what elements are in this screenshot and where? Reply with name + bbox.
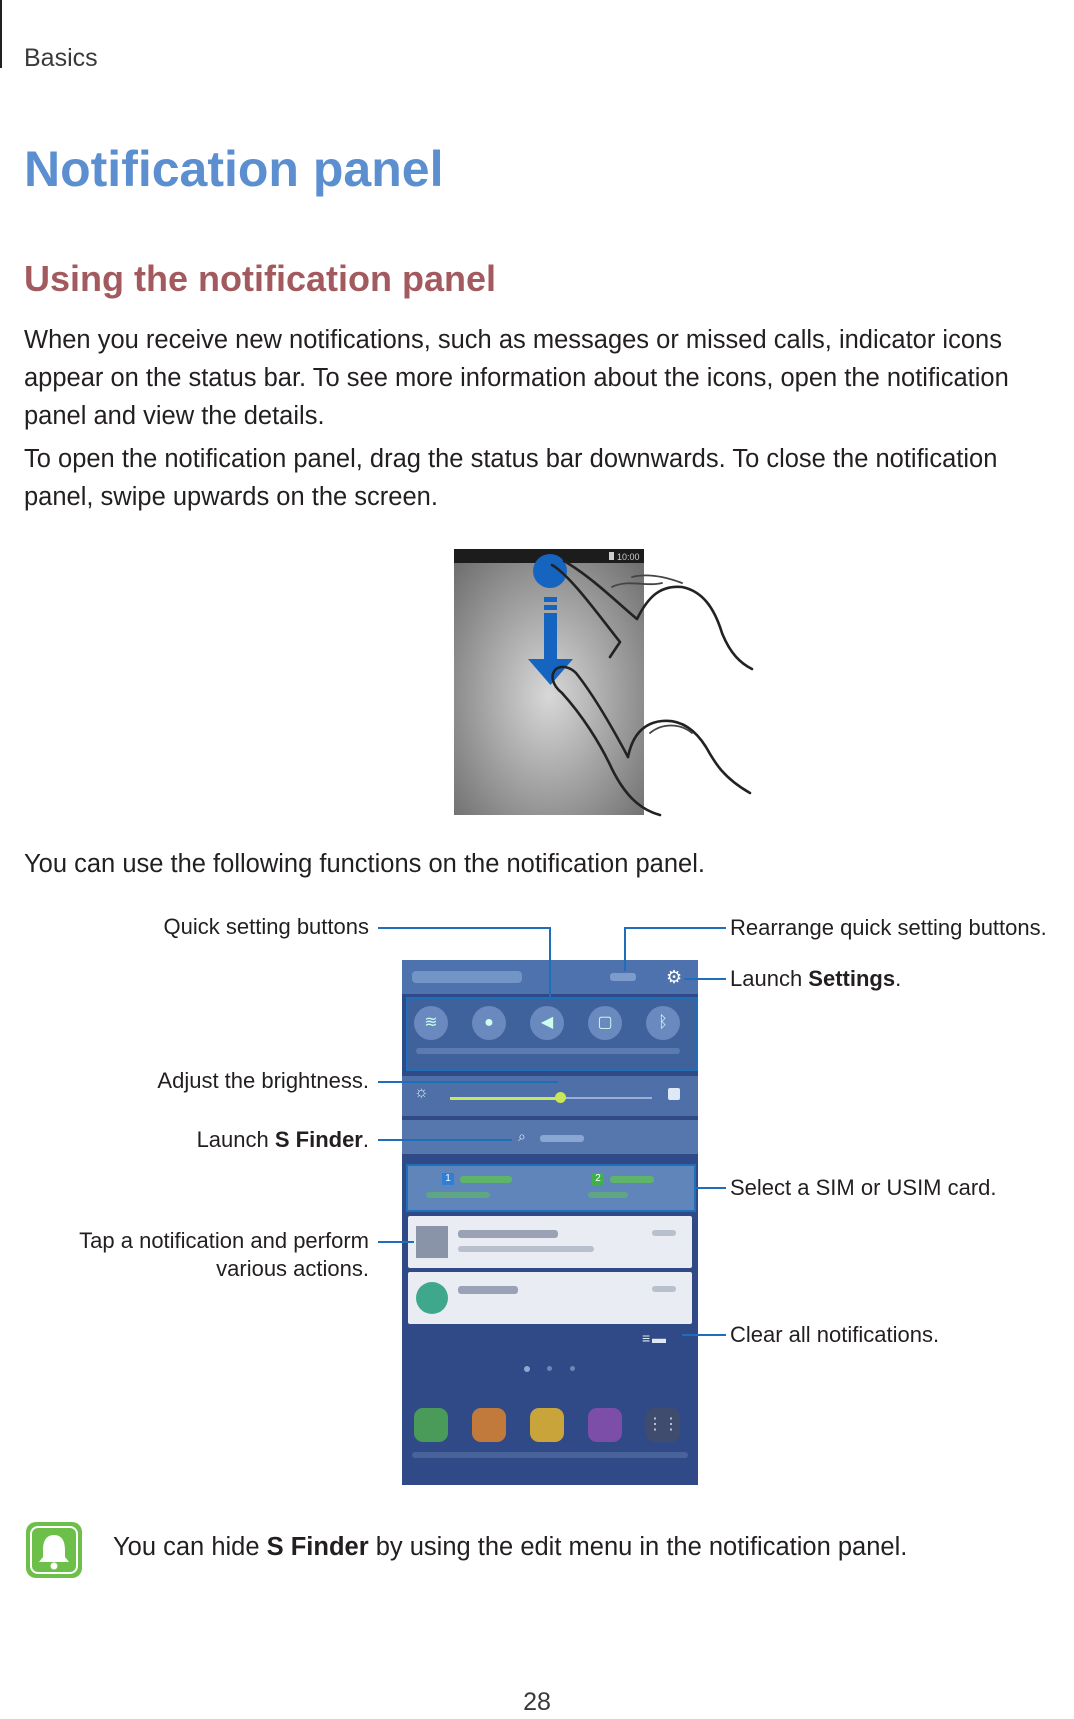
battery-icon [609,552,614,560]
leader-line [378,1241,414,1243]
intro-paragraph: When you receive new notifications, such as messages or missed calls, indicator icons appear on the status bar. To see more information about the icons, open the notification panel and view the details. [24,326,1009,430]
running-head: Basics [24,44,98,72]
header-rule [0,0,2,68]
voicemail-icon [416,1282,448,1314]
callout-tap-notification: Tap a notification and perform various actions. [79,1228,369,1281]
clear-all-button[interactable]: ≡ ▬ [642,1330,666,1346]
notification-panel-screenshot [402,960,698,1485]
notification-item[interactable] [408,1216,692,1268]
notification-thumbnail [416,1226,448,1258]
section-heading: Using the notification panel [24,258,497,299]
open-close-paragraph: To open the notification panel, drag the status bar downwards. To close the notification panel, swipe upwards on the screen. [24,445,998,511]
leader-line [694,1187,726,1189]
callout-launch-sfinder: Launch S Finder. [196,1127,369,1152]
leader-line [378,1139,512,1141]
leader-line [624,927,726,929]
page-title: Notification panel [24,141,444,197]
rotation-icon[interactable]: ▢ [588,1006,622,1040]
bluetooth-icon[interactable]: ᛒ [646,1006,680,1040]
messages-app-icon[interactable] [530,1408,564,1442]
callout-clear-all: Clear all notifications. [730,1322,940,1347]
leader-line [624,927,626,971]
leader-line [684,978,726,980]
note-text: You can hide S Finder by using the edit menu in the notification panel. [113,1533,908,1561]
phone-app-icon[interactable] [414,1408,448,1442]
brightness-icon: ☼ [414,1084,429,1101]
sim1-icon: 1 [442,1173,454,1185]
wifi-icon[interactable]: ≋ [414,1006,448,1040]
sim2-icon: 2 [592,1173,604,1185]
brightness-slider-handle[interactable] [555,1092,566,1103]
brightness-slider-fill [450,1097,560,1100]
auto-brightness-checkbox[interactable] [668,1088,680,1100]
callout-quick-setting: Quick setting buttons [163,914,369,939]
note-bell-icon [24,1520,84,1580]
apps-icon[interactable]: ⋮⋮ [646,1408,680,1442]
leader-line [549,927,551,999]
drag-status-bar-illustration [452,547,782,817]
callout-brightness: Adjust the brightness. [157,1068,369,1093]
gear-icon[interactable]: ⚙ [666,967,683,987]
internet-app-icon[interactable] [588,1408,622,1442]
status-time: 10:00 [617,552,640,562]
search-icon: ⌕ [518,1128,526,1144]
contacts-app-icon[interactable] [472,1408,506,1442]
sound-icon[interactable]: ◀ [530,1006,564,1040]
callout-launch-settings: Launch Settings. [730,966,902,991]
callout-sim: Select a SIM or USIM card. [730,1175,997,1200]
page-number: 28 [523,1688,551,1716]
leader-line [378,927,551,929]
sim-selector[interactable] [406,1164,696,1212]
leader-line [378,1081,558,1083]
functions-paragraph: You can use the following functions on the notification panel. [24,850,705,878]
leader-line [682,1334,726,1336]
location-icon[interactable]: ● [472,1006,506,1040]
notification-item[interactable] [408,1272,692,1324]
callout-rearrange: Rearrange quick setting buttons. [730,915,1047,940]
